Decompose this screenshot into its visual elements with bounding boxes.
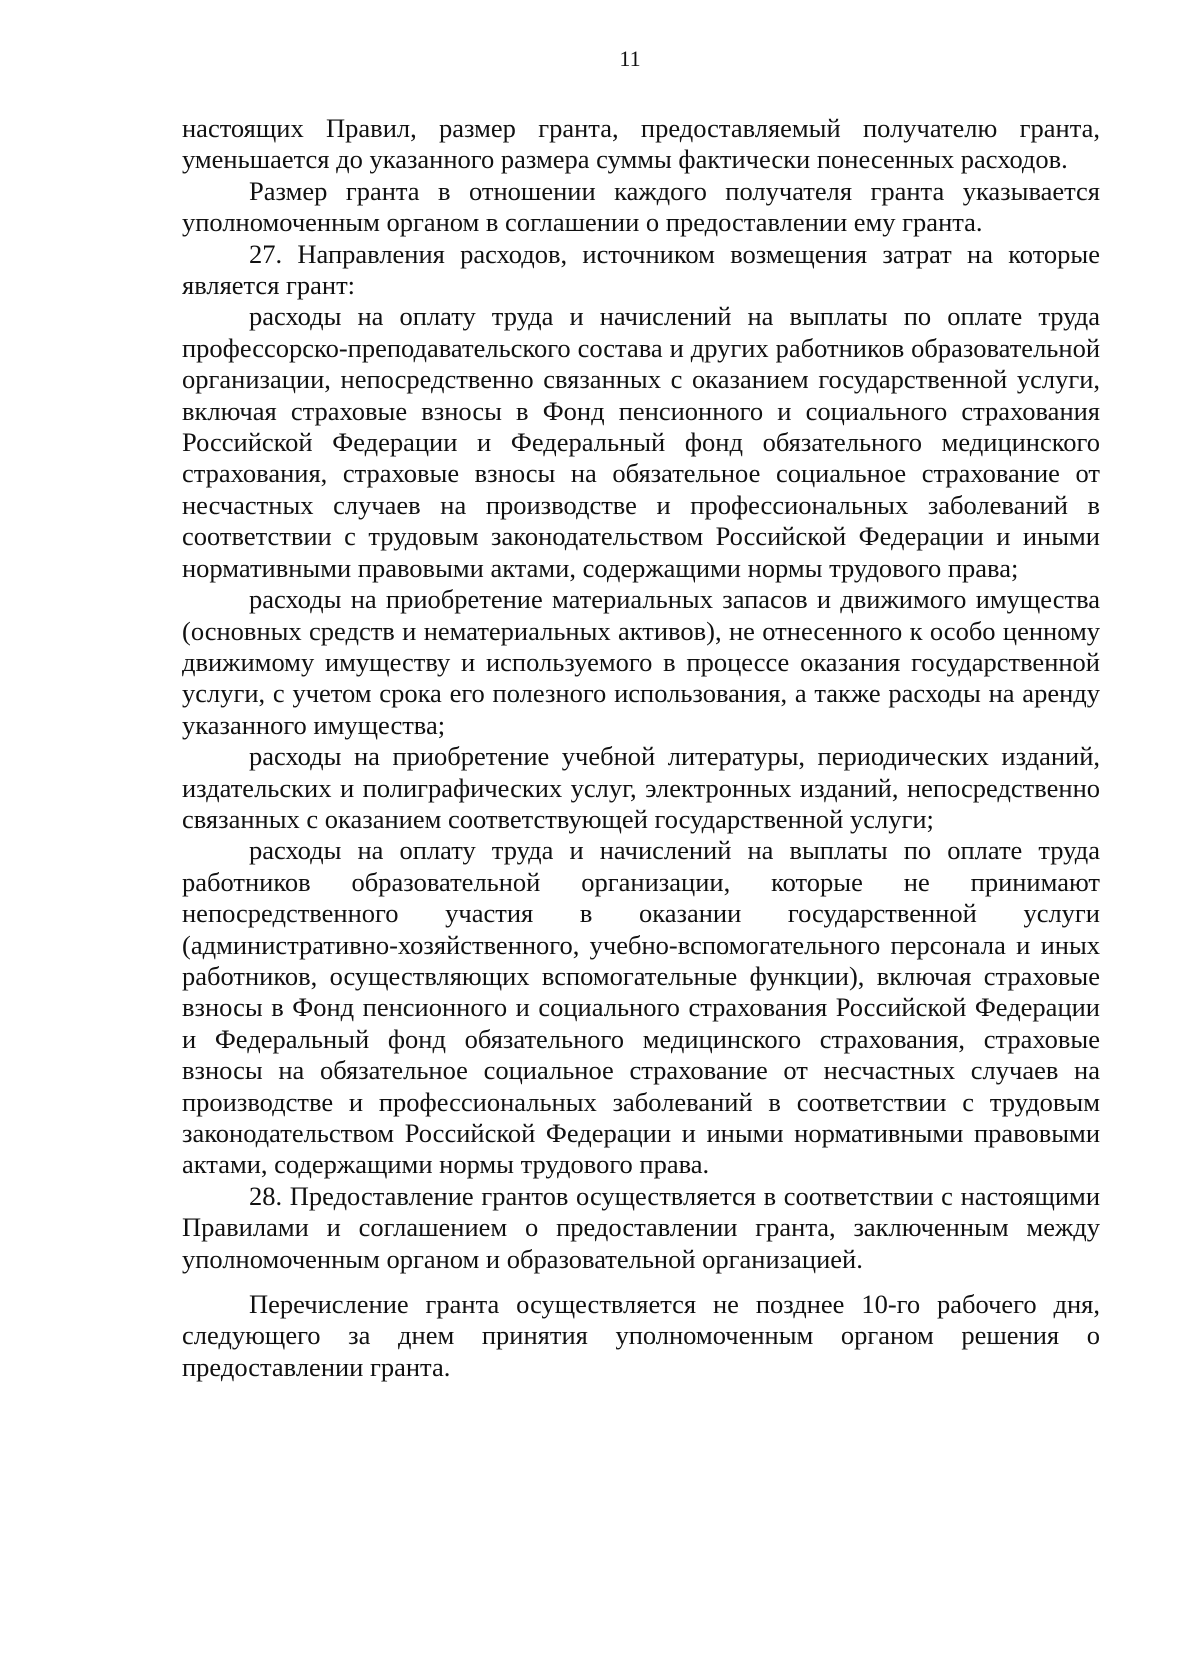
paragraph-28: 28. Предоставление грантов осуществляется в соответствии с настоящими Правилами и соглашением о предоставлении гранта, заключенным между уполномоченным органом и образовательной организацией.	[182, 1180, 1100, 1274]
paragraph-expense-literature: расходы на приобретение учебной литературы, периодических изданий, издательских и полиграфических услуг, электронных изданий, непосредственно связанных с оказанием соответствующей государственной услуги;	[182, 741, 1100, 834]
paragraph-grant-size: Размер гранта в отношении каждого получателя гранта указывается уполномоченным органом в соглашении о предоставлении ему гранта.	[182, 175, 1100, 238]
paragraph-expense-teaching-staff: расходы на оплату труда и начислений на выплаты по оплате труда профессорско-преподавательского состава и других работников образовательной организации, непосредственно связанных с оказанием государственной услуги, включая страховые взносы в Фонд пенсионного и социального страхования Российской Федерации и Федеральный фонд обязательного медицинского страхования, страховые взносы на обязательное социальное страхование от несчастных случаев на производстве и профессиональных заболеваний в соответствии с трудовым законодательством Российской Федерации и иными нормативными правовыми актами, содержащими нормы трудового права;	[182, 301, 1100, 583]
paragraph-27-heading: 27. Направления расходов, источником возмещения затрат на которые является грант:	[182, 238, 1100, 301]
paragraph-expense-support-staff: расходы на оплату труда и начислений на выплаты по оплате труда работников образовательной организации, которые не принимают непосредственного участия в оказании государственной услуги (административно-хозяйственного, учебно-вспомогательного персонала и иных работников, осуществляющих вспомогательные функции), включая страховые взносы в Фонд пенсионного и социального страхования Российской Федерации и Федеральный фонд обязательного медицинского страхования, страховые взносы на обязательное социальное страхование от несчастных случаев на производстве и профессиональных заболеваний в соответствии с трудовым законодательством Российской Федерации и иными нормативными правовыми актами, содержащими нормы трудового права.	[182, 835, 1100, 1180]
paragraph-continuation: настоящих Правил, размер гранта, предоставляемый получателю гранта, уменьшается до указанного размера суммы фактически понесенных расходов.	[182, 113, 1100, 175]
page-number: 11	[619, 46, 641, 71]
document-body	[182, 113, 1100, 1383]
paragraph-expense-materials: расходы на приобретение материальных запасов и движимого имущества (основных средств и нематериальных активов), не отнесенного к особо ценному движимому имуществу и используемого в процессе оказания государственной услуги, с учетом срока его полезного использования, а также расходы на аренду указанного имущества;	[182, 584, 1100, 740]
paragraph-transfer: Перечисление гранта осуществляется не позднее 10-го рабочего дня, следующего за днем принятия уполномоченным органом решения о предоставлении гранта.	[182, 1289, 1100, 1382]
